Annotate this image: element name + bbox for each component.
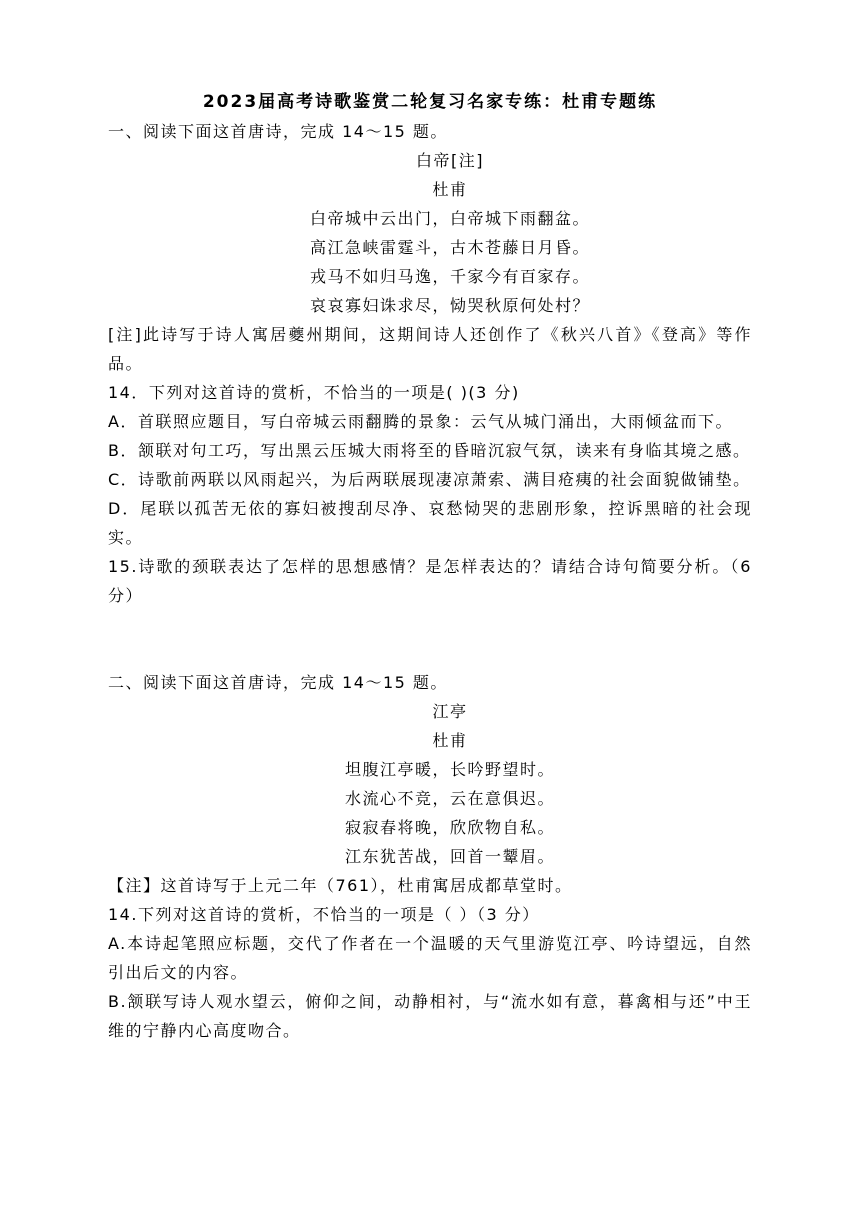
- section2-poem-title: 江亭: [432, 702, 468, 721]
- section2-poem-author: 杜甫: [432, 731, 468, 750]
- section1-poem-line: 白帝城中云出门，白帝城下雨翻盆。: [309, 209, 590, 228]
- section1-question-14: 14．下列对这首诗的赏析，不恰当的一项是( )(3 分): [108, 383, 520, 402]
- section1-option-b: B．颔联对句工巧，写出黑云压城大雨将至的昏暗沉寂气氛，读来有身临其境之感。: [108, 441, 751, 460]
- section2-heading: 二、阅读下面这首唐诗，完成 14～15 题。: [108, 673, 448, 692]
- section2-question-14: 14.下列对这首诗的赏析，不恰当的一项是（ ）（3 分）: [108, 905, 540, 924]
- section1-question-15: 15.诗歌的颈联表达了怎样的思想感情？是怎样表达的？请结合诗句简要分析。（6 分）: [108, 557, 752, 605]
- section1-poem-line: 戎马不如归马逸，千家今有百家存。: [309, 267, 590, 286]
- section1-heading: 一、阅读下面这首唐诗，完成 14～15 题。: [108, 122, 448, 141]
- section2-poem-line: 坦腹江亭暖，长吟野望时。: [344, 760, 555, 779]
- section1-option-c: C．诗歌前两联以风雨起兴，为后两联展现凄凉萧索、满目疮痍的社会面貌做铺垫。: [108, 470, 751, 489]
- section2-option-b: B.颔联写诗人观水望云，俯仰之间，动静相衬，与“流水如有意，暮禽相与还”中王维的宁静内心高度吻合。: [108, 992, 752, 1040]
- section2-note: 【注】这首诗写于上元二年（761），杜甫寓居成都草堂时。: [108, 876, 573, 895]
- section2-poem-line: 水流心不竞，云在意俱迟。: [344, 789, 555, 808]
- answer-space: [108, 610, 752, 668]
- section1-poem-line: 哀哀寡妇诛求尽，恸哭秋原何处村？: [309, 296, 590, 315]
- section1-note: [注]此诗写于诗人寓居夔州期间，这期间诗人还创作了《秋兴八首》《登高》等作品。: [108, 325, 752, 373]
- section2-poem-line: 江东犹苦战，回首一颦眉。: [344, 847, 555, 866]
- document-title: 2023届高考诗歌鉴赏二轮复习名家专练：杜甫专题练: [202, 92, 658, 112]
- section1-option-a: A．首联照应题目，写白帝城云雨翻腾的景象：云气从城门涌出，大雨倾盆而下。: [108, 412, 733, 431]
- section1-poem-title: 白帝[注]: [416, 151, 484, 170]
- section2-option-a: A.本诗起笔照应标题，交代了作者在一个温暖的天气里游览江亭、吟诗望远，自然引出后文的内容。: [108, 934, 752, 982]
- section1-poem-author: 杜甫: [432, 180, 468, 199]
- section1-poem-line: 高江急峡雷霆斗，古木苍藤日月昏。: [309, 238, 590, 257]
- document-page: [108, 88, 752, 1045]
- section2-poem-line: 寂寂春将晚，欣欣物自私。: [344, 818, 555, 837]
- section1-option-d: D．尾联以孤苦无依的寡妇被搜刮尽净、哀愁恸哭的悲剧形象，控诉黑暗的社会现实。: [108, 499, 752, 547]
